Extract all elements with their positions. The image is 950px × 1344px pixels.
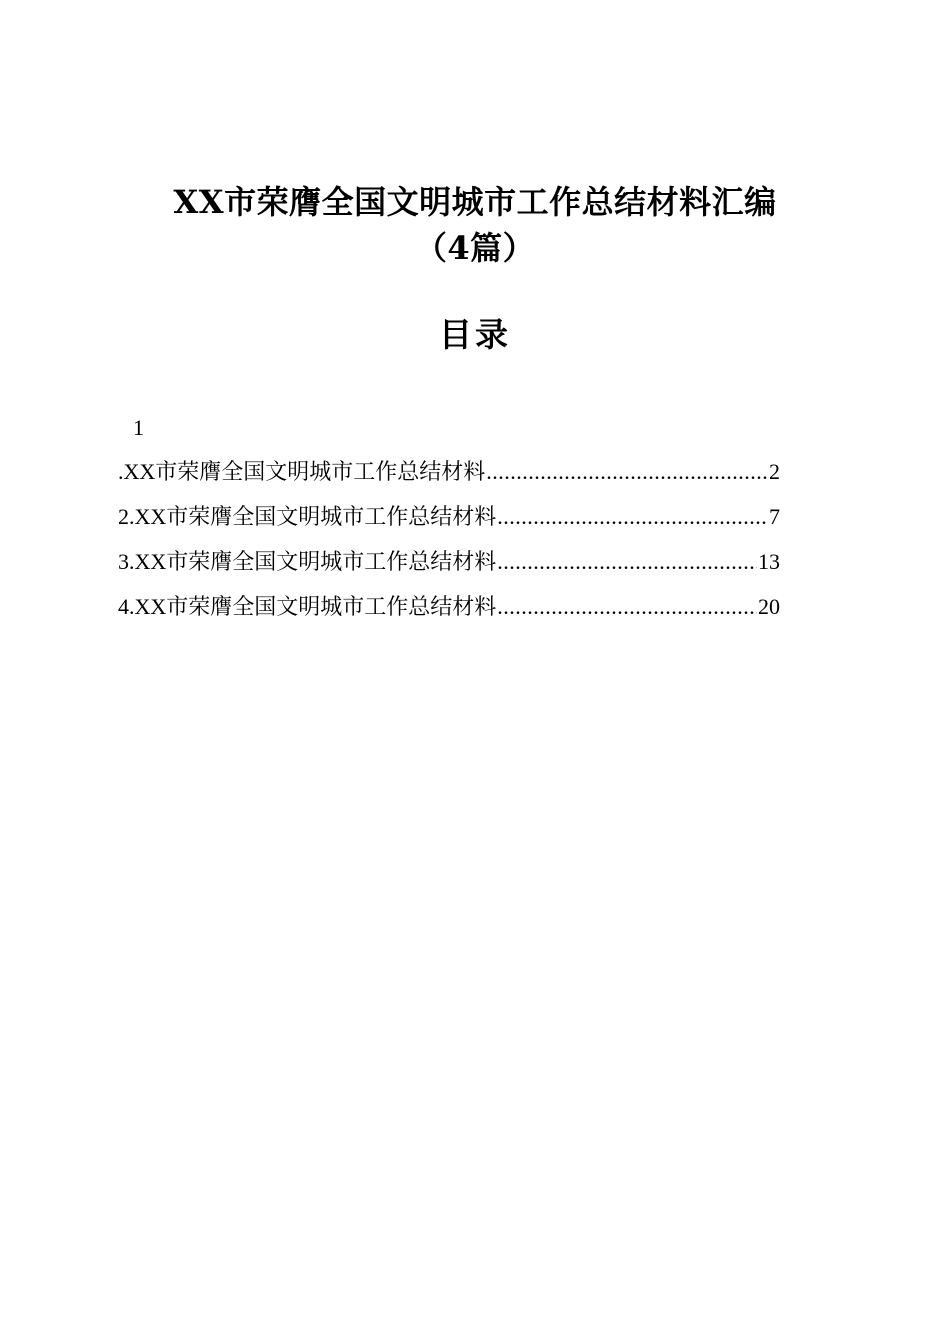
table-of-contents <box>118 456 780 636</box>
toc-dot-leader <box>497 591 757 623</box>
toc-entry-number: 2. <box>118 504 135 529</box>
document-title-count: （4篇） <box>414 229 536 267</box>
toc-entry-page: 20 <box>758 594 780 619</box>
toc-dot-leader <box>486 456 768 488</box>
toc-dot-leader <box>497 546 757 578</box>
document-title: XX市荣膺全国文明城市工作总结材料汇编 <box>173 183 777 221</box>
toc-entry-2[interactable] <box>118 501 780 546</box>
toc-entry-title: XX市荣膺全国文明城市工作总结材料 <box>134 504 497 529</box>
toc-entry-title: XX市荣膺全国文明城市工作总结材料 <box>123 459 486 484</box>
toc-entry-4[interactable] <box>118 591 780 636</box>
toc-heading: 目录 <box>439 315 511 354</box>
toc-entry-number: . <box>118 459 124 484</box>
toc-entry-number: 4. <box>118 594 135 619</box>
toc-entry-title: XX市荣膺全国文明城市工作总结材料 <box>134 549 497 574</box>
toc-entry-number: 3. <box>118 549 135 574</box>
toc-entry-title: XX市荣膺全国文明城市工作总结材料 <box>134 594 497 619</box>
toc-dot-leader <box>497 501 768 533</box>
toc-entry-page: 13 <box>758 549 780 574</box>
toc-entry-number-orphan: 1 <box>133 415 144 440</box>
toc-entry-page: 2 <box>769 459 780 484</box>
toc-entry-1[interactable] <box>118 456 780 501</box>
toc-entry-3[interactable] <box>118 546 780 591</box>
toc-entry-page: 7 <box>769 504 780 529</box>
